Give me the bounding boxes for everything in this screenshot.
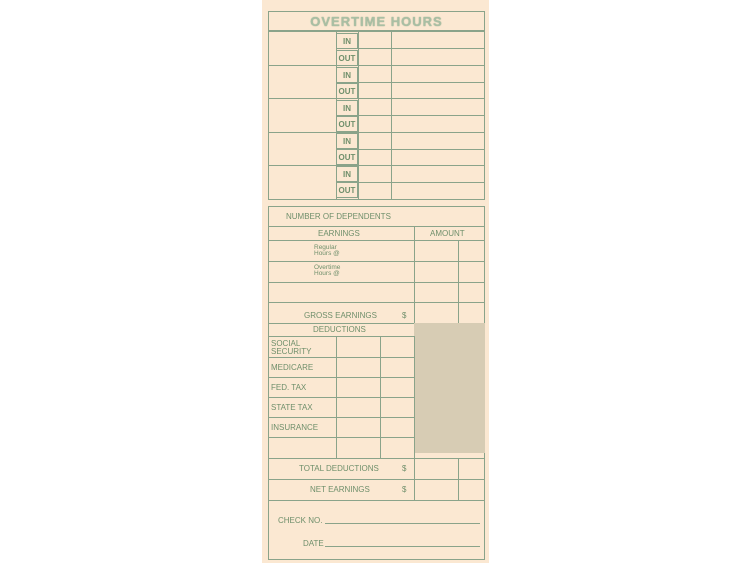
overtime-hours-title: OVERTIME HOURS [268,11,485,31]
deduction-fed-tax: FED. TAX [271,383,307,392]
out-label-5: OUT [336,182,358,198]
net-dollar: $ [402,485,407,494]
in-label-4: IN [336,133,358,149]
total-deductions-label: TOTAL DEDUCTIONS [299,464,379,473]
earnings-header: EARNINGS [318,229,360,238]
gross-earnings-label: GROSS EARNINGS [304,311,377,320]
total-dollar: $ [402,464,407,473]
deduction-state-tax: STATE TAX [271,403,313,412]
date-line [325,546,480,547]
deduction-social-security: SOCIAL SECURITY [271,339,312,356]
deduction-insurance: INSURANCE [271,423,319,432]
gross-dollar: $ [402,311,407,320]
check-no-line [325,523,480,524]
net-earnings-label: NET EARNINGS [310,485,370,494]
check-no-label: CHECK NO. [278,516,323,525]
out-label-1: OUT [336,50,358,66]
deductions-header: DEDUCTIONS [313,325,366,334]
in-label-5: IN [336,166,358,182]
out-label-3: OUT [336,116,358,132]
out-label-4: OUT [336,149,358,165]
overtime-hours-label: Overtime Hours @ [314,264,341,277]
regular-hours-label: Regular Hours @ [314,244,340,257]
in-label-2: IN [336,67,358,83]
in-label-3: IN [336,100,358,116]
in-label-1: IN [336,33,358,49]
amount-header: AMOUNT [430,229,465,238]
date-label: DATE [303,539,324,548]
deduction-medicare: MEDICARE [271,363,314,372]
dependents-label: NUMBER OF DEPENDENTS [286,212,391,221]
shaded-area [414,323,485,453]
out-label-2: OUT [336,83,358,99]
